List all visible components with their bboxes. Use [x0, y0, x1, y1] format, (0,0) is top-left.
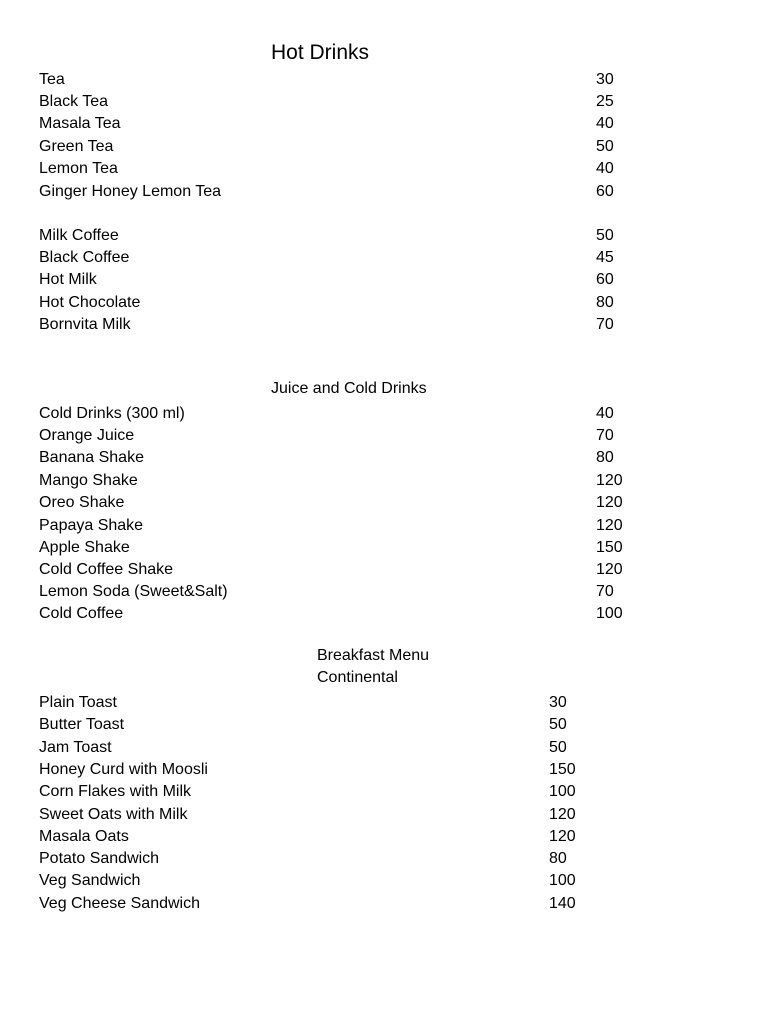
- item-price: 100: [549, 872, 576, 889]
- item-name: Honey Curd with Moosli: [39, 761, 208, 778]
- item-name: Masala Oats: [39, 828, 129, 845]
- menu-item: [39, 247, 739, 269]
- item-name: Cold Drinks (300 ml): [39, 405, 185, 422]
- item-name: Veg Cheese Sandwich: [39, 895, 200, 912]
- item-name: Lemon Tea: [39, 160, 118, 177]
- hot-drinks-title: Hot Drinks: [271, 41, 370, 64]
- menu-item: [39, 425, 739, 447]
- item-name: Ginger Honey Lemon Tea: [39, 183, 222, 200]
- item-price: 70: [596, 316, 614, 333]
- item-price: 45: [596, 249, 614, 266]
- menu-item: [39, 314, 739, 336]
- menu-item: [39, 893, 739, 915]
- item-price: 30: [549, 694, 567, 711]
- item-price: 30: [596, 71, 614, 88]
- item-price: 50: [549, 716, 567, 733]
- item-price: 150: [549, 761, 576, 778]
- item-price: 100: [596, 605, 623, 622]
- item-name: Bornvita Milk: [39, 316, 131, 333]
- menu-item: [39, 870, 739, 892]
- item-name: Tea: [39, 71, 65, 88]
- item-price: 120: [596, 472, 623, 489]
- item-name: Papaya Shake: [39, 517, 144, 534]
- menu-item: [39, 781, 739, 803]
- item-price: 120: [596, 517, 623, 534]
- menu-item: [39, 136, 739, 158]
- item-price: 40: [596, 160, 614, 177]
- menu-item: [39, 225, 739, 247]
- item-price: 120: [596, 561, 623, 578]
- item-name: Plain Toast: [39, 694, 117, 711]
- item-name: Green Tea: [39, 138, 114, 155]
- menu-item: [39, 826, 739, 848]
- menu-item: [39, 158, 739, 180]
- menu-item: [39, 603, 739, 625]
- breakfast-subtitle: Continental: [317, 669, 398, 686]
- item-name: Sweet Oats with Milk: [39, 806, 188, 823]
- menu-item: [39, 447, 739, 469]
- item-name: Cold Coffee: [39, 605, 124, 622]
- item-name: Hot Milk: [39, 271, 97, 288]
- item-price: 25: [596, 93, 614, 110]
- menu-item: [39, 470, 739, 492]
- item-name: Hot Chocolate: [39, 294, 141, 311]
- item-name: Apple Shake: [39, 539, 130, 556]
- menu-item: [39, 181, 739, 203]
- menu-item: [39, 537, 739, 559]
- menu-item: [39, 403, 739, 425]
- item-name: Black Coffee: [39, 249, 130, 266]
- item-price: 50: [549, 739, 567, 756]
- menu-item: [39, 492, 739, 514]
- item-name: Milk Coffee: [39, 227, 119, 244]
- item-name: Cold Coffee Shake: [39, 561, 174, 578]
- item-price: 120: [549, 806, 576, 823]
- item-price: 80: [549, 850, 567, 867]
- item-price: 80: [596, 449, 614, 466]
- item-price: 40: [596, 115, 614, 132]
- menu-item: [39, 848, 739, 870]
- item-price: 70: [596, 583, 614, 600]
- item-name: Potato Sandwich: [39, 850, 160, 867]
- item-name: Oreo Shake: [39, 494, 125, 511]
- menu-item: [39, 759, 739, 781]
- item-price: 60: [596, 271, 614, 288]
- item-price: 40: [596, 405, 614, 422]
- cold-drinks-title: Juice and Cold Drinks: [271, 380, 427, 397]
- menu-item: [39, 515, 739, 537]
- menu-item: [39, 69, 739, 91]
- item-price: 140: [549, 895, 576, 912]
- item-price: 50: [596, 138, 614, 155]
- item-price: 70: [596, 427, 614, 444]
- item-name: Banana Shake: [39, 449, 144, 466]
- item-price: 80: [596, 294, 614, 311]
- menu-item: [39, 804, 739, 826]
- menu-item: [39, 737, 739, 759]
- item-name: Butter Toast: [39, 716, 125, 733]
- item-name: Lemon Soda (Sweet&Salt): [39, 583, 228, 600]
- item-name: Black Tea: [39, 93, 109, 110]
- item-name: Mango Shake: [39, 472, 138, 489]
- item-price: 150: [596, 539, 623, 556]
- breakfast-title: Breakfast Menu: [317, 647, 430, 664]
- menu-item: [39, 269, 739, 291]
- item-name: Orange Juice: [39, 427, 135, 444]
- menu-item: [39, 714, 739, 736]
- menu-item: [39, 559, 739, 581]
- item-name: Corn Flakes with Milk: [39, 783, 192, 800]
- menu-item: [39, 292, 739, 314]
- menu-item: [39, 113, 739, 135]
- menu-item: [39, 91, 739, 113]
- item-price: 100: [549, 783, 576, 800]
- item-price: 120: [549, 828, 576, 845]
- item-name: Masala Tea: [39, 115, 121, 132]
- menu-item: [39, 692, 739, 714]
- item-price: 50: [596, 227, 614, 244]
- item-price: 60: [596, 183, 614, 200]
- item-name: Veg Sandwich: [39, 872, 141, 889]
- item-price: 120: [596, 494, 623, 511]
- item-name: Jam Toast: [39, 739, 112, 756]
- menu-item: [39, 581, 739, 603]
